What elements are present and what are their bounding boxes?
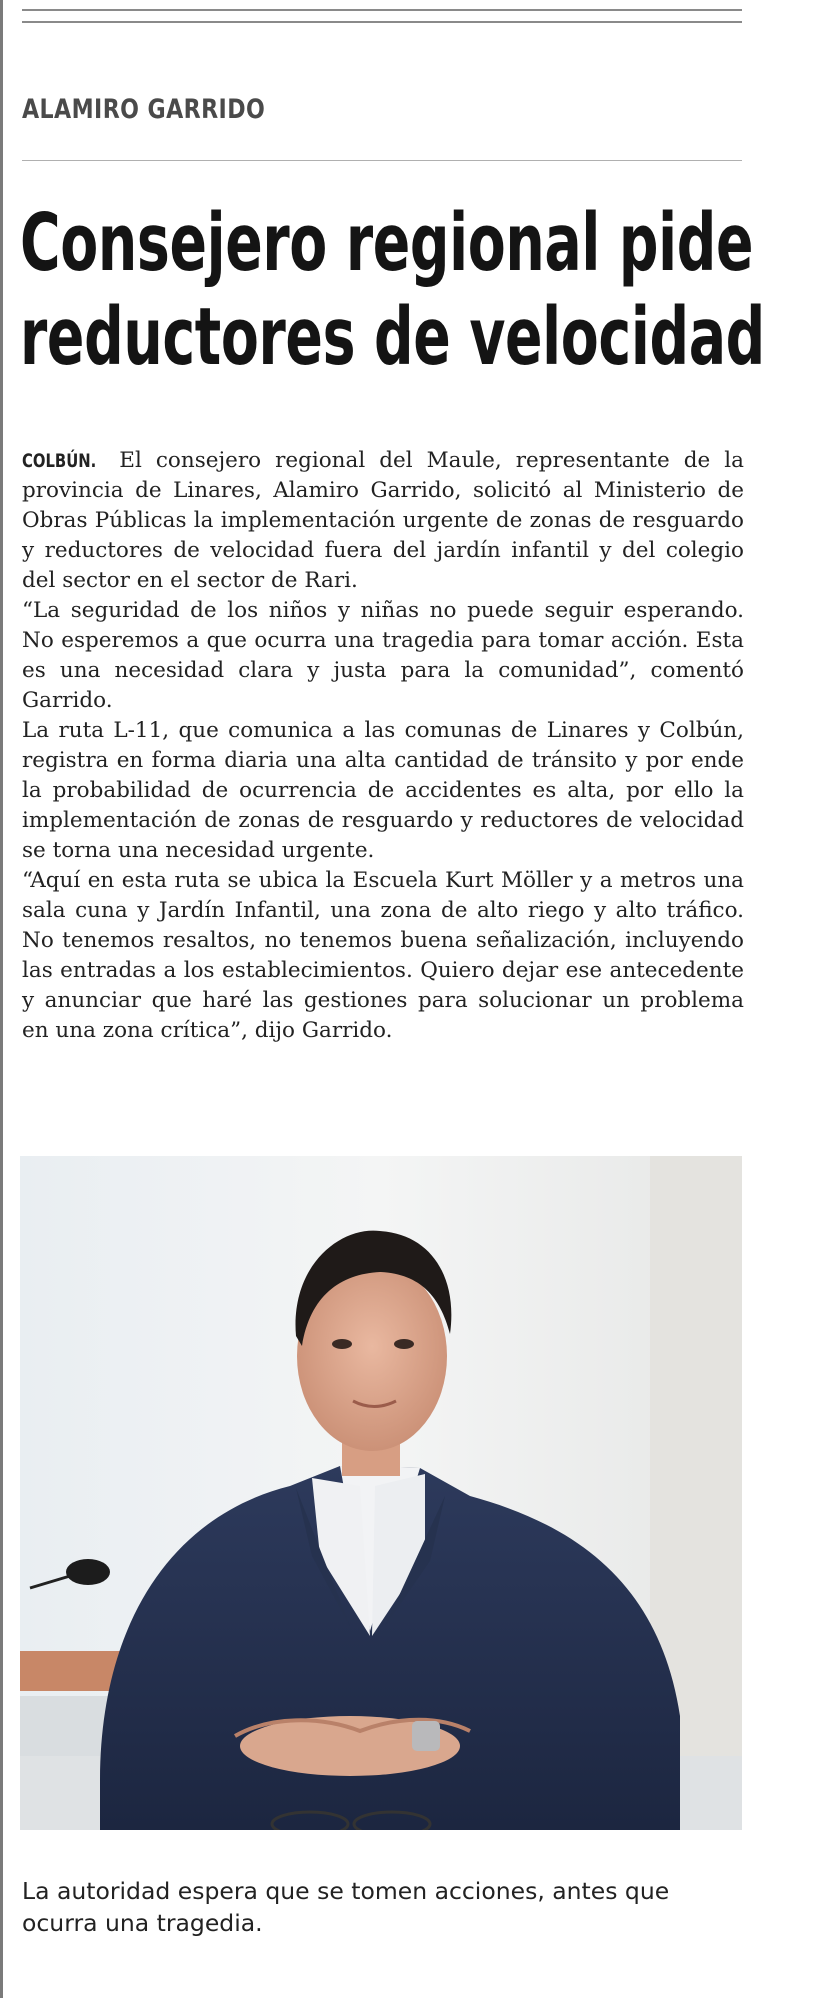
article-dateline: COLBÚN.: [22, 450, 97, 472]
article-body: [22, 446, 744, 1046]
top-rule: [22, 9, 742, 11]
headline-line-2: reductores de velocidad: [20, 291, 765, 383]
article-paragraph-2: “La seguridad de los niños y niñas no puede seguir esperando. No esperemos a que ocurra una tragedia para tomar acción. Esta es una necesidad clara y justa para la comunidad”, comentó Garrido.: [22, 598, 744, 713]
photo-caption: La autoridad espera que se tomen acciones, antes que ocurra una tragedia.: [22, 1877, 670, 1937]
article-paragraph-3: La ruta L-11, que comunica a las comunas de Linares y Colbún, registra en forma diaria una alta cantidad de tránsito y por ende la probabilidad de ocurrencia de accidentes es alta, por ello la implementación de zonas de resguardo y reductores de velocidad se torna una necesidad urgente.: [22, 718, 744, 863]
kicker-divider: [22, 160, 742, 161]
article-kicker: ALAMIRO GARRIDO: [22, 94, 266, 125]
page-left-border: [0, 0, 3, 1998]
article-headline: [20, 196, 765, 384]
article-photo: [20, 1156, 742, 1830]
headline-line-1: Consejero regional pide: [20, 197, 754, 289]
article-paragraph-4: “Aquí en esta ruta se ubica la Escuela Kurt Möller y a metros una sala cuna y Jardín Infantil, una zona de alto riego y alto tráfico. No tenemos resaltos, no tenemos buena señalización, incluyendo las entradas a los establecimientos. Quiero dejar ese antecedente y anunciar que haré las gestiones para solucionar un problema en una zona crítica”, dijo Garrido.: [22, 868, 744, 1043]
article-paragraph-1: [22, 446, 744, 596]
top-rule-secondary: [22, 21, 742, 23]
paragraph-1-text: El consejero regional del Maule, representante de la provincia de Linares, Alamiro Garrido, solicitó al Ministerio de Obras Públicas la implementación urgente de zonas de resguardo y reductores de velocidad fuera del jardín infantil y del colegio del sector en el sector de Rari.: [22, 448, 744, 593]
